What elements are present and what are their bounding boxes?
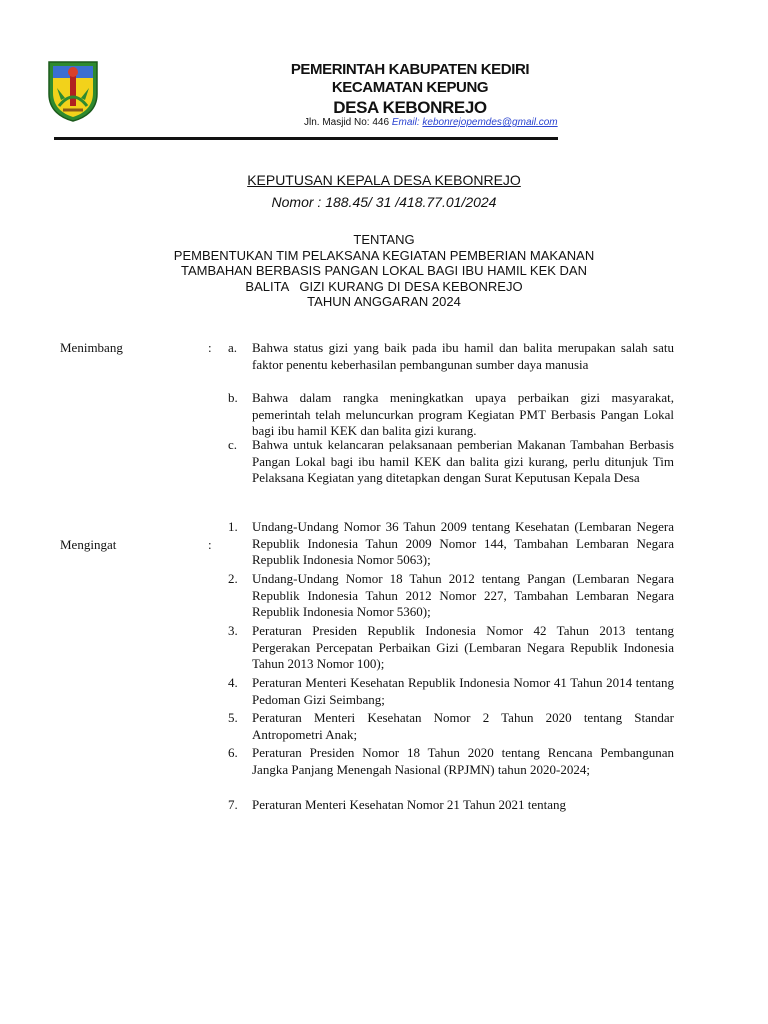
item-marker: b. <box>228 390 238 405</box>
letterhead-village: DESA KEBONREJO <box>333 98 487 117</box>
decree-subject <box>100 232 668 310</box>
item-text: Bahwa untuk kelancaran pelaksanaan pemberian Makanan Tambahan Berbasis Pangan Lokal bagi ibu hamil KEK dan balita gizi kurang, perlu ditunjuk Tim Pelaksana Kegiatan yang ditetapkan dengan Surat Keputusan Kepala Desa <box>252 437 674 485</box>
mengingat-item <box>228 623 674 673</box>
decree-number: Nomor : 188.45/ 31 /418.77.01/2024 <box>271 194 497 210</box>
menimbang-item <box>228 437 674 487</box>
mengingat-item <box>228 745 674 778</box>
mengingat-item <box>228 797 674 814</box>
subject-line: PEMBENTUKAN TIM PELAKSANA KEGIATAN PEMBERIAN MAKANAN <box>173 247 595 263</box>
item-marker: 6. <box>228 745 238 760</box>
item-marker: 2. <box>228 571 238 586</box>
item-marker: 4. <box>228 675 238 690</box>
item-marker: c. <box>228 437 238 452</box>
item-marker: 7. <box>228 797 238 812</box>
item-text: Undang-Undang Nomor 36 Tahun 2009 tentang Kesehatan (Lembaran Negera Republik Indonesia Tahun 2009 Nomor 144, Tambahan Lembaran Negara Republik Indonesia Nomor 5063); <box>252 519 674 567</box>
menimbang-label: Menimbang <box>60 340 123 355</box>
item-text: Peraturan Menteri Kesehatan Nomor 21 Tahun 2021 tentang <box>252 797 567 812</box>
email-label: Email: <box>391 117 420 128</box>
subject-line: TAMBAHAN BERBASIS PANGAN LOKAL BAGI IBU HAMIL KEK DAN <box>181 263 587 278</box>
item-marker: 3. <box>228 623 238 638</box>
decree-title-text: KEPUTUSAN KEPALA DESA KEBONREJO <box>247 172 521 188</box>
item-text: Peraturan Presiden Nomor 18 Tahun 2020 tentang Rencana Pembangunan Jangka Panjang Menengah Nasional (RPJMN) tahun 2020-2024; <box>252 745 674 777</box>
kediri-regency-emblem-icon <box>45 58 101 122</box>
subject-line: TAHUN ANGGARAN 2024 <box>307 294 461 309</box>
mengingat-label: Mengingat <box>60 537 117 552</box>
subject-line: BALITA GIZI KURANG DI DESA KEBONREJO <box>245 278 523 294</box>
item-text: Peraturan Menteri Kesehatan Nomor 2 Tahun 2020 tentang Standar Antropometri Anak; <box>252 710 674 742</box>
mengingat-colon: : <box>208 537 212 552</box>
decree-title <box>100 172 668 188</box>
item-text: Bahwa status gizi yang baik pada ibu hamil dan balita merupakan salah satu faktor penentu keberhasilan pembangunan sumber daya manusia <box>252 340 674 372</box>
menimbang-item <box>228 390 674 440</box>
mengingat-item <box>228 571 674 621</box>
menimbang-colon: : <box>208 340 212 355</box>
item-marker: 1. <box>228 519 238 534</box>
letterhead <box>250 60 570 118</box>
menimbang-item <box>228 340 674 373</box>
mengingat-item <box>228 710 674 743</box>
letterhead-district: KECAMATAN KEPUNG <box>331 79 489 96</box>
subject-heading: TENTANG <box>353 232 415 247</box>
item-text: Peraturan Menteri Kesehatan Republik Indonesia Nomor 41 Tahun 2014 tentang Pedoman Gizi Seimbang; <box>252 675 674 707</box>
item-text: Bahwa dalam rangka meningkatkan upaya perbaikan gizi masyarakat, pemerintah telah meluncurkan program Kegiatan PMT Berbasis Pangan Lokal bagi ibu hamil KEK dan balita gizi kurang. <box>252 390 674 438</box>
letterhead-address-line <box>304 117 558 128</box>
email-link[interactable]: kebonrejopemdes@gmail.com <box>422 117 558 128</box>
item-text: Peraturan Presiden Republik Indonesia Nomor 42 Tahun 2013 tentang Pergerakan Percepatan Perbaikan Gizi (Lembaran Negara Republik Indonesia Tahun 2013 Nomor 100); <box>252 623 674 671</box>
item-text: Undang-Undang Nomor 18 Tahun 2012 tentang Pangan (Lembaran Negara Republik Indonesia Tahun 2012 Nomor 227, Tambahan Lembaran Negara Republik Indonesia Nomor 5360); <box>252 571 674 619</box>
mengingat-item <box>228 675 674 708</box>
mengingat-item <box>228 519 674 569</box>
letterhead-divider <box>54 137 558 140</box>
item-marker: 5. <box>228 710 238 725</box>
item-marker: a. <box>228 340 238 355</box>
letterhead-regency: PEMERINTAH KABUPATEN KEDIRI <box>290 61 530 78</box>
address-text: Jln. Masjid No: 446 <box>304 117 390 128</box>
